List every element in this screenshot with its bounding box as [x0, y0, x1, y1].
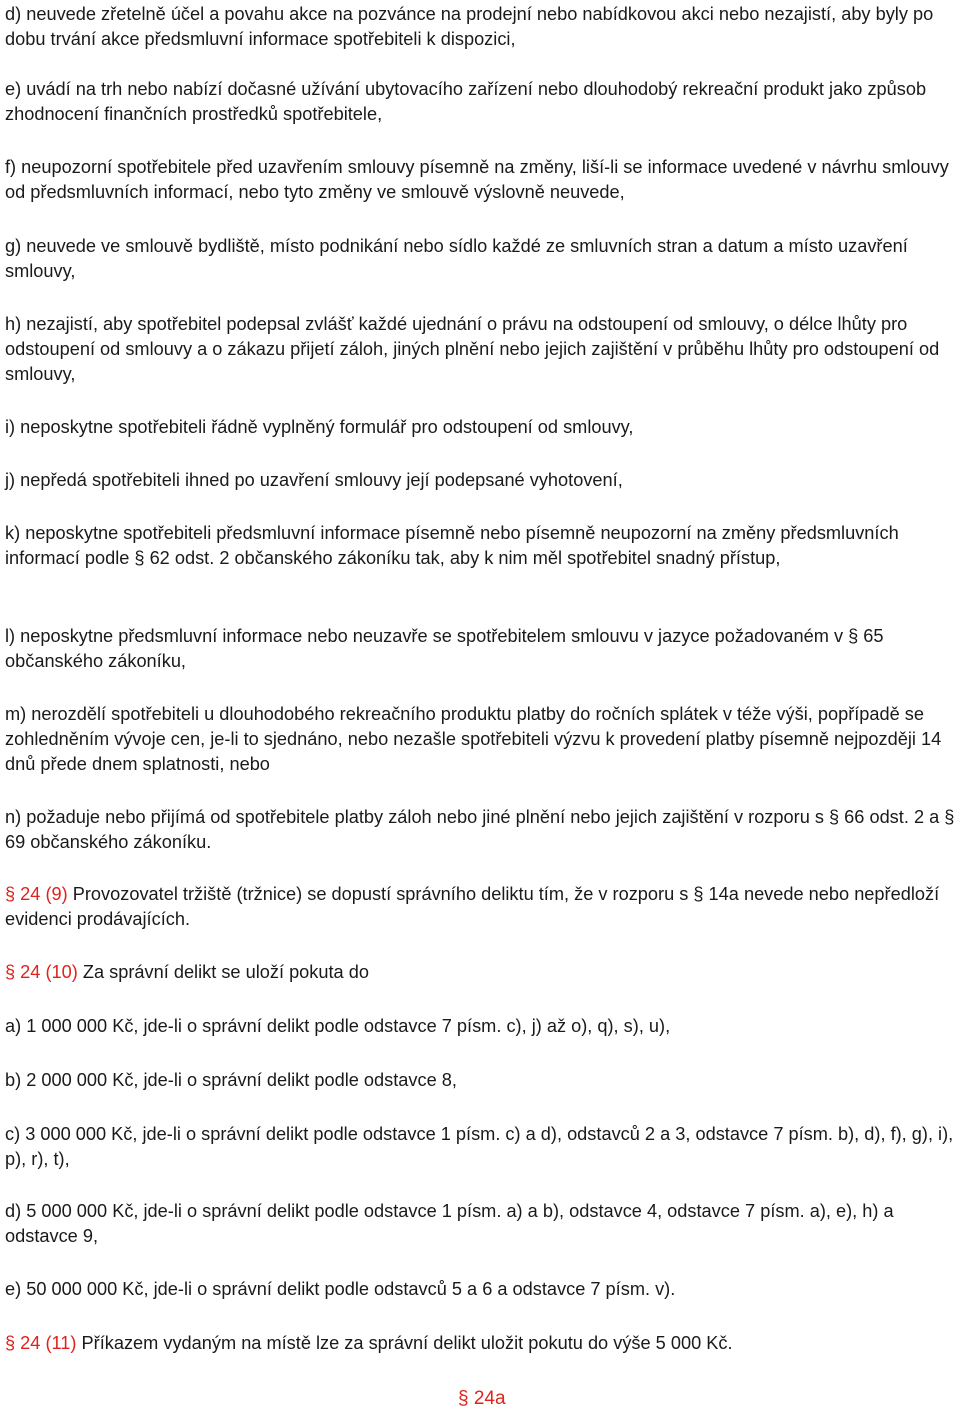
paragraph-h: h) nezajistí, aby spotřebitel podepsal zvlášť každé ujednání o právu na odstoupení od smlouvy, o délce lhůty pro odstoupení od smlouvy a o zákazu přijetí záloh, jiných plnění nebo jejich zajištění v průběhu lhůty pro odstoupení od smlouvy,	[5, 314, 940, 384]
fine-item-c: c) 3 000 000 Kč, jde-li o správní delikt podle odstavce 1 písm. c) a d), odstavců 2 a 3, odstavce 7 písm. b), d), f), g), i), p), r), t),	[5, 1124, 954, 1169]
fine-item-e: e) 50 000 000 Kč, jde-li o správní delikt podle odstavců 5 a 6 a odstavce 7 písm. v).	[5, 1279, 676, 1299]
paragraph-n: n) požaduje nebo přijímá od spotřebitele platby záloh nebo jiné plnění nebo jejich zajištění v rozporu s § 66 odst. 2 a § 69 občanského zákoníku.	[5, 807, 955, 852]
fine-item-a: a) 1 000 000 Kč, jde-li o správní delikt podle odstavce 7 písm. c), j) až o), q), s), u),	[5, 1016, 671, 1036]
section-reference-24-9[interactable]: § 24 (9)	[5, 884, 68, 904]
fine-item-d: d) 5 000 000 Kč, jde-li o správní delikt podle odstavce 1 písm. a) a b), odstavce 4, odstavce 7 písm. a), e), h) a odstavce 9,	[5, 1201, 894, 1246]
paragraph-section-24-11	[5, 1331, 955, 1356]
paragraph-text: Provozovatel tržiště (tržnice) se dopustí správního deliktu tím, že v rozporu s § 14a nevede nebo nepředloží evidenci prodávajících.	[5, 884, 940, 929]
paragraph-j: j) nepředá spotřebiteli ihned po uzavření smlouvy její podepsané vyhotovení,	[5, 470, 623, 490]
paragraph-section-24-10	[5, 960, 955, 985]
paragraph-d: d) neuvede zřetelně účel a povahu akce na pozvánce na prodejní nebo nabídkovou akci nebo nezajistí, aby byly po dobu trvání akce předsmluvní informace spotřebiteli k dispozici,	[5, 4, 934, 49]
paragraph-m: m) nerozdělí spotřebiteli u dlouhodobého rekreačního produktu platby do ročních splátek v téže výši, popřípadě se zohledněním vývoje cen, je-li to sjednáno, nebo nezašle spotřebiteli výzvu k provedení platby písemně nejpozději 14 dnů přede dnem splatnosti, nebo	[5, 704, 942, 774]
section-reference-24-10[interactable]: § 24 (10)	[5, 962, 78, 982]
section-reference-24-11[interactable]: § 24 (11)	[5, 1333, 77, 1353]
paragraph-i: i) neposkytne spotřebiteli řádně vyplněný formulář pro odstoupení od smlouvy,	[5, 417, 634, 437]
paragraph-f: f) neupozorní spotřebitele před uzavřením smlouvy písemně na změny, liší-li se informace uvedené v návrhu smlouvy od předsmluvních informací, nebo tyto změny ve smlouvě výslovně neuvede,	[5, 157, 949, 202]
paragraph-text: Za správní delikt se uloží pokuta do	[77, 962, 369, 982]
paragraph-section-24-9	[5, 882, 955, 932]
paragraph-k: k) neposkytne spotřebiteli předsmluvní informace písemně nebo písemně neupozorní na změny předsmluvních informací podle § 62 odst. 2 občanského zákoníku tak, aby k nim měl spotřebitel snadný přístup,	[5, 523, 899, 568]
paragraph-e: e) uvádí na trh nebo nabízí dočasné užívání ubytovacího zařízení nebo dlouhodobý rekreační produkt jako způsob zhodnocení finančních prostředků spotřebitele,	[5, 79, 927, 124]
fine-item-b: b) 2 000 000 Kč, jde-li o správní delikt podle odstavce 8,	[5, 1070, 457, 1090]
paragraph-g: g) neuvede ve smlouvě bydliště, místo podnikání nebo sídlo každé ze smluvních stran a datum a místo uzavření smlouvy,	[5, 236, 908, 281]
paragraph-text: Příkazem vydaným na místě lze za správní delikt uložit pokutu do výše 5 000 Kč.	[76, 1333, 733, 1353]
paragraph-l: l) neposkytne předsmluvní informace nebo neuzavře se spotřebitelem smlouvu v jazyce požadovaném v § 65 občanského zákoníku,	[5, 626, 884, 671]
section-heading-24a[interactable]: § 24a	[458, 1388, 506, 1409]
